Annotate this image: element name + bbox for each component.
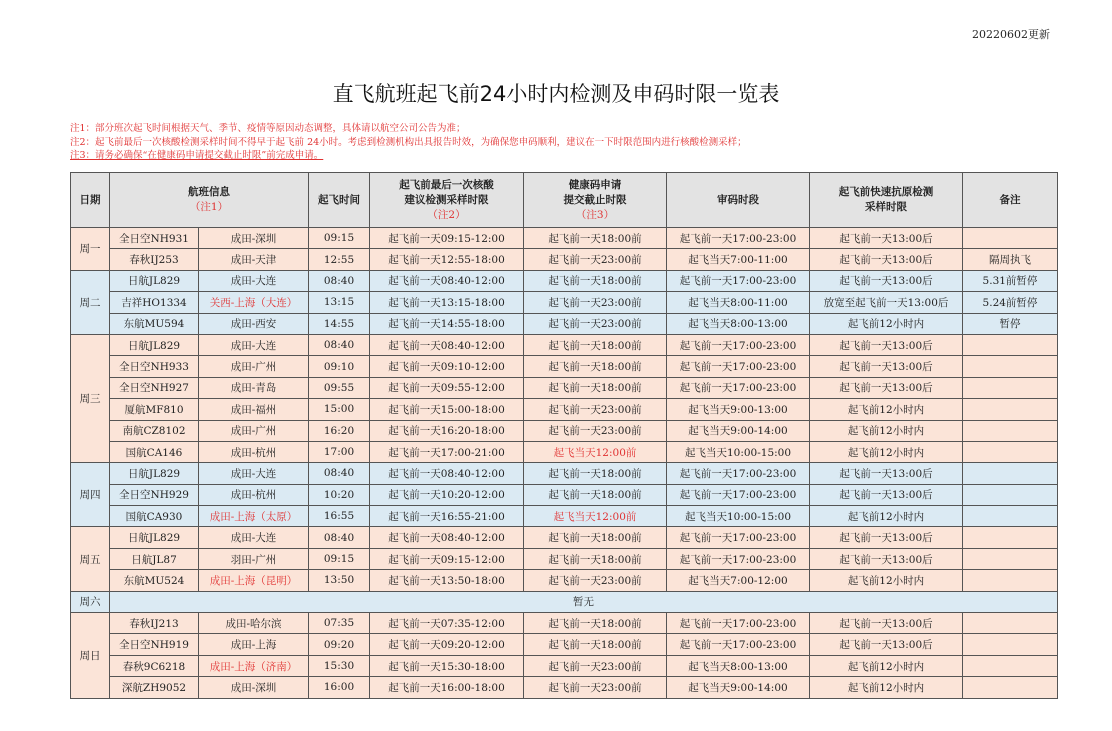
test-window-cell: 起飞前一天08:40-12:00 xyxy=(370,463,524,484)
review-period-cell: 起飞当天8:00-13:00 xyxy=(667,313,810,334)
code-deadline-cell: 起飞前一天23:00前 xyxy=(524,313,667,334)
antigen-window-cell: 起飞前一天13:00后 xyxy=(810,463,963,484)
review-period-cell: 起飞前一天17:00-23:00 xyxy=(667,548,810,569)
code-deadline-cell: 起飞前一天18:00前 xyxy=(524,634,667,655)
code-deadline-cell: 起飞前一天23:00前 xyxy=(524,570,667,591)
antigen-window-cell: 起飞前一天13:00后 xyxy=(810,527,963,548)
route-cell: 成田-青岛 xyxy=(199,377,309,398)
review-period-cell: 起飞当天10:00-15:00 xyxy=(667,441,810,462)
flight-number-cell: 全日空NH933 xyxy=(110,356,199,377)
remark-cell xyxy=(963,570,1058,591)
code-deadline-cell: 起飞前一天23:00前 xyxy=(524,399,667,420)
antigen-window-cell: 起飞前12小时内 xyxy=(810,677,963,698)
antigen-window-cell: 起飞前12小时内 xyxy=(810,506,963,527)
route-cell: 成田-福州 xyxy=(199,399,309,420)
departure-time-cell: 15:30 xyxy=(309,655,370,676)
antigen-window-cell: 起飞前一天13:00后 xyxy=(810,548,963,569)
route-cell: 成田-哈尔滨 xyxy=(199,613,309,634)
code-deadline-cell: 起飞当天12:00前 xyxy=(524,506,667,527)
review-period-cell: 起飞当天10:00-15:00 xyxy=(667,506,810,527)
route-cell: 成田-西安 xyxy=(199,313,309,334)
antigen-window-cell: 起飞前12小时内 xyxy=(810,570,963,591)
table-row xyxy=(71,399,1058,420)
code-deadline-cell: 起飞前一天23:00前 xyxy=(524,677,667,698)
route-cell: 成田-大连 xyxy=(199,527,309,548)
remark-cell: 暂停 xyxy=(963,313,1058,334)
header-review-period: 审码时段 xyxy=(667,173,810,228)
review-period-cell: 起飞前一天17:00-23:00 xyxy=(667,463,810,484)
table-row xyxy=(71,420,1058,441)
route-cell: 成田-深圳 xyxy=(199,228,309,249)
route-cell: 关西-上海（大连） xyxy=(199,292,309,313)
table-row xyxy=(71,356,1058,377)
code-deadline-cell: 起飞前一天18:00前 xyxy=(524,377,667,398)
test-window-cell: 起飞前一天13:50-18:00 xyxy=(370,570,524,591)
departure-time-cell: 09:15 xyxy=(309,228,370,249)
table-row xyxy=(71,655,1058,676)
review-period-cell: 起飞前一天17:00-23:00 xyxy=(667,377,810,398)
antigen-window-cell: 起飞前一天13:00后 xyxy=(810,356,963,377)
departure-time-cell: 09:55 xyxy=(309,377,370,398)
departure-time-cell: 16:20 xyxy=(309,420,370,441)
flight-number-cell: 国航CA930 xyxy=(110,506,199,527)
remark-cell xyxy=(963,377,1058,398)
departure-time-cell: 08:40 xyxy=(309,270,370,291)
departure-time-cell: 15:00 xyxy=(309,399,370,420)
flight-number-cell: 春秋9C6218 xyxy=(110,655,199,676)
table-body xyxy=(71,228,1058,699)
remark-cell xyxy=(963,484,1058,505)
route-cell: 成田-大连 xyxy=(199,463,309,484)
route-cell: 成田-天津 xyxy=(199,249,309,270)
code-deadline-cell: 起飞前一天23:00前 xyxy=(524,249,667,270)
code-deadline-cell: 起飞前一天18:00前 xyxy=(524,334,667,355)
test-window-cell: 起飞前一天12:55-18:00 xyxy=(370,249,524,270)
test-window-cell: 起飞前一天16:20-18:00 xyxy=(370,420,524,441)
code-deadline-cell: 起飞前一天23:00前 xyxy=(524,420,667,441)
day-cell: 周一 xyxy=(71,228,110,271)
flight-number-cell: 全日空NH929 xyxy=(110,484,199,505)
review-period-cell: 起飞前一天17:00-23:00 xyxy=(667,270,810,291)
header-antigen-window: 起飞前快速抗原检测 采样时限 xyxy=(810,173,963,228)
review-period-cell: 起飞前一天17:00-23:00 xyxy=(667,634,810,655)
antigen-window-cell: 起飞前一天13:00后 xyxy=(810,334,963,355)
day-cell: 周四 xyxy=(71,463,110,527)
departure-time-cell: 10:20 xyxy=(309,484,370,505)
antigen-window-cell: 起飞前12小时内 xyxy=(810,441,963,462)
table-row xyxy=(71,634,1058,655)
review-period-cell: 起飞前一天17:00-23:00 xyxy=(667,356,810,377)
test-window-cell: 起飞前一天09:15-12:00 xyxy=(370,548,524,569)
remark-cell xyxy=(963,548,1058,569)
flight-number-cell: 全日空NH931 xyxy=(110,228,199,249)
remark-cell xyxy=(963,463,1058,484)
table-row xyxy=(71,313,1058,334)
code-deadline-cell: 起飞前一天18:00前 xyxy=(524,484,667,505)
table-row xyxy=(71,228,1058,249)
code-deadline-cell: 起飞前一天23:00前 xyxy=(524,292,667,313)
flight-number-cell: 厦航MF810 xyxy=(110,399,199,420)
route-cell: 成田-杭州 xyxy=(199,441,309,462)
flight-number-cell: 全日空NH927 xyxy=(110,377,199,398)
header-test-window: 起飞前最后一次核酸 建议检测采样时限 （注2） xyxy=(370,173,524,228)
table-row xyxy=(71,463,1058,484)
flight-number-cell: 日航JL829 xyxy=(110,334,199,355)
review-period-cell: 起飞当天9:00-14:00 xyxy=(667,677,810,698)
route-cell: 羽田-广州 xyxy=(199,548,309,569)
route-cell: 成田-大连 xyxy=(199,334,309,355)
antigen-window-cell: 起飞前12小时内 xyxy=(810,655,963,676)
table-row xyxy=(71,677,1058,698)
day-cell: 周三 xyxy=(71,334,110,462)
flight-number-cell: 日航JL87 xyxy=(110,548,199,569)
departure-time-cell: 09:20 xyxy=(309,634,370,655)
note-3: 注3：请务必确保“在健康码申请提交截止时限”前完成申请。 xyxy=(70,150,324,161)
review-period-cell: 起飞前一天17:00-23:00 xyxy=(667,484,810,505)
route-cell: 成田-杭州 xyxy=(199,484,309,505)
table-row xyxy=(71,591,1058,612)
remark-cell xyxy=(963,655,1058,676)
flight-number-cell: 全日空NH919 xyxy=(110,634,199,655)
antigen-window-cell: 起飞前一天13:00后 xyxy=(810,377,963,398)
departure-time-cell: 14:55 xyxy=(309,313,370,334)
antigen-window-cell: 起飞前一天13:00后 xyxy=(810,484,963,505)
test-window-cell: 起飞前一天09:10-12:00 xyxy=(370,356,524,377)
departure-time-cell: 08:40 xyxy=(309,334,370,355)
flight-number-cell: 东航MU524 xyxy=(110,570,199,591)
departure-time-cell: 09:15 xyxy=(309,548,370,569)
page-title: 直飞航班起飞前24小时内检测及申码时限一览表 xyxy=(332,82,780,106)
review-period-cell: 起飞当天9:00-13:00 xyxy=(667,399,810,420)
review-period-cell: 起飞前一天17:00-23:00 xyxy=(667,228,810,249)
remark-cell xyxy=(963,613,1058,634)
flight-number-cell: 日航JL829 xyxy=(110,463,199,484)
flight-number-cell: 春秋IJ213 xyxy=(110,613,199,634)
test-window-cell: 起飞前一天07:35-12:00 xyxy=(370,613,524,634)
antigen-window-cell: 起飞前一天13:00后 xyxy=(810,228,963,249)
table-row xyxy=(71,334,1058,355)
remark-cell xyxy=(963,506,1058,527)
flight-number-cell: 国航CA146 xyxy=(110,441,199,462)
remark-cell xyxy=(963,356,1058,377)
departure-time-cell: 17:00 xyxy=(309,441,370,462)
route-cell: 成田-深圳 xyxy=(199,677,309,698)
review-period-cell: 起飞当天7:00-12:00 xyxy=(667,570,810,591)
header-day: 日期 xyxy=(71,173,110,228)
flight-number-cell: 深航ZH9052 xyxy=(110,677,199,698)
day-cell: 周日 xyxy=(71,613,110,699)
code-deadline-cell: 起飞前一天18:00前 xyxy=(524,463,667,484)
code-deadline-cell: 起飞前一天18:00前 xyxy=(524,548,667,569)
route-cell: 成田-大连 xyxy=(199,270,309,291)
remark-cell: 5.24前暂停 xyxy=(963,292,1058,313)
table-row xyxy=(71,570,1058,591)
antigen-window-cell: 放宽至起飞前一天13:00后 xyxy=(810,292,963,313)
review-period-cell: 起飞当天7:00-11:00 xyxy=(667,249,810,270)
test-window-cell: 起飞前一天09:55-12:00 xyxy=(370,377,524,398)
note-2: 注2：起飞前最后一次核酸检测采样时间不得早于起飞前 24小时。考虑到检测机构出具报告时效，为确保您申码顺利，建议在一下时限范围内进行核酸检测采样； xyxy=(70,136,747,148)
departure-time-cell: 16:55 xyxy=(309,506,370,527)
day-cell: 周六 xyxy=(71,591,110,612)
code-deadline-cell: 起飞当天12:00前 xyxy=(524,441,667,462)
remark-cell xyxy=(963,334,1058,355)
table-row xyxy=(71,527,1058,548)
test-window-cell: 起飞前一天15:00-18:00 xyxy=(370,399,524,420)
route-cell: 成田-上海（济南） xyxy=(199,655,309,676)
antigen-window-cell: 起飞前12小时内 xyxy=(810,399,963,420)
test-window-cell: 起飞前一天17:00-21:00 xyxy=(370,441,524,462)
antigen-window-cell: 起飞前一天13:00后 xyxy=(810,270,963,291)
table-row xyxy=(71,548,1058,569)
header-code-deadline: 健康码申请 提交截止时限 （注3） xyxy=(524,173,667,228)
flight-schedule-table xyxy=(70,172,1058,699)
table-row xyxy=(71,377,1058,398)
departure-time-cell: 09:10 xyxy=(309,356,370,377)
code-deadline-cell: 起飞前一天18:00前 xyxy=(524,527,667,548)
remark-cell xyxy=(963,527,1058,548)
route-cell: 成田-上海（昆明） xyxy=(199,570,309,591)
route-cell: 成田-广州 xyxy=(199,356,309,377)
review-period-cell: 起飞前一天17:00-23:00 xyxy=(667,613,810,634)
remark-cell xyxy=(963,634,1058,655)
day-cell: 周五 xyxy=(71,527,110,591)
review-period-cell: 起飞当天8:00-11:00 xyxy=(667,292,810,313)
flight-number-cell: 南航CZ8102 xyxy=(110,420,199,441)
flight-number-cell: 日航JL829 xyxy=(110,270,199,291)
no-flights-cell: 暂无 xyxy=(110,591,1058,612)
test-window-cell: 起飞前一天08:40-12:00 xyxy=(370,334,524,355)
review-period-cell: 起飞当天8:00-13:00 xyxy=(667,655,810,676)
test-window-cell: 起飞前一天08:40-12:00 xyxy=(370,270,524,291)
test-window-cell: 起飞前一天15:30-18:00 xyxy=(370,655,524,676)
header-departure: 起飞时间 xyxy=(309,173,370,228)
remark-cell: 隔周执飞 xyxy=(963,249,1058,270)
test-window-cell: 起飞前一天13:15-18:00 xyxy=(370,292,524,313)
code-deadline-cell: 起飞前一天18:00前 xyxy=(524,228,667,249)
antigen-window-cell: 起飞前12小时内 xyxy=(810,420,963,441)
test-window-cell: 起飞前一天10:20-12:00 xyxy=(370,484,524,505)
departure-time-cell: 16:00 xyxy=(309,677,370,698)
departure-time-cell: 12:55 xyxy=(309,249,370,270)
code-deadline-cell: 起飞前一天18:00前 xyxy=(524,270,667,291)
flight-number-cell: 吉祥HO1334 xyxy=(110,292,199,313)
flight-number-cell: 春秋IJ253 xyxy=(110,249,199,270)
review-period-cell: 起飞前一天17:00-23:00 xyxy=(667,334,810,355)
code-deadline-cell: 起飞前一天23:00前 xyxy=(524,655,667,676)
header-flight: 航班信息 （注1） xyxy=(110,173,309,228)
test-window-cell: 起飞前一天09:20-12:00 xyxy=(370,634,524,655)
departure-time-cell: 13:50 xyxy=(309,570,370,591)
table-row xyxy=(71,613,1058,634)
remark-cell xyxy=(963,420,1058,441)
flight-number-cell: 东航MU594 xyxy=(110,313,199,334)
code-deadline-cell: 起飞前一天18:00前 xyxy=(524,613,667,634)
update-date: 20220602更新 xyxy=(972,28,1050,41)
antigen-window-cell: 起飞前12小时内 xyxy=(810,313,963,334)
table-row xyxy=(71,270,1058,291)
note-1: 注1：部分班次起飞时间根据天气、季节、疫情等原因动态调整，具体请以航空公司公告为准； xyxy=(70,123,466,134)
route-cell: 成田-上海 xyxy=(199,634,309,655)
departure-time-cell: 13:15 xyxy=(309,292,370,313)
route-cell: 成田-广州 xyxy=(199,420,309,441)
header-remark: 备注 xyxy=(963,173,1058,228)
departure-time-cell: 08:40 xyxy=(309,527,370,548)
antigen-window-cell: 起飞前一天13:00后 xyxy=(810,613,963,634)
code-deadline-cell: 起飞前一天18:00前 xyxy=(524,356,667,377)
test-window-cell: 起飞前一天16:00-18:00 xyxy=(370,677,524,698)
notes xyxy=(70,122,747,163)
table-row xyxy=(71,506,1058,527)
table-row xyxy=(71,249,1058,270)
remark-cell xyxy=(963,677,1058,698)
table-row xyxy=(71,484,1058,505)
remark-cell xyxy=(963,228,1058,249)
flight-number-cell: 日航JL829 xyxy=(110,527,199,548)
departure-time-cell: 08:40 xyxy=(309,463,370,484)
test-window-cell: 起飞前一天09:15-12:00 xyxy=(370,228,524,249)
review-period-cell: 起飞前一天17:00-23:00 xyxy=(667,527,810,548)
test-window-cell: 起飞前一天14:55-18:00 xyxy=(370,313,524,334)
test-window-cell: 起飞前一天08:40-12:00 xyxy=(370,527,524,548)
remark-cell: 5.31前暂停 xyxy=(963,270,1058,291)
antigen-window-cell: 起飞前一天13:00后 xyxy=(810,634,963,655)
test-window-cell: 起飞前一天16:55-21:00 xyxy=(370,506,524,527)
review-period-cell: 起飞当天9:00-14:00 xyxy=(667,420,810,441)
antigen-window-cell: 起飞前一天13:00后 xyxy=(810,249,963,270)
table-row xyxy=(71,441,1058,462)
day-cell: 周二 xyxy=(71,270,110,334)
departure-time-cell: 07:35 xyxy=(309,613,370,634)
remark-cell xyxy=(963,399,1058,420)
remark-cell xyxy=(963,441,1058,462)
header-row xyxy=(71,173,1058,228)
table-row xyxy=(71,292,1058,313)
route-cell: 成田-上海（太原） xyxy=(199,506,309,527)
